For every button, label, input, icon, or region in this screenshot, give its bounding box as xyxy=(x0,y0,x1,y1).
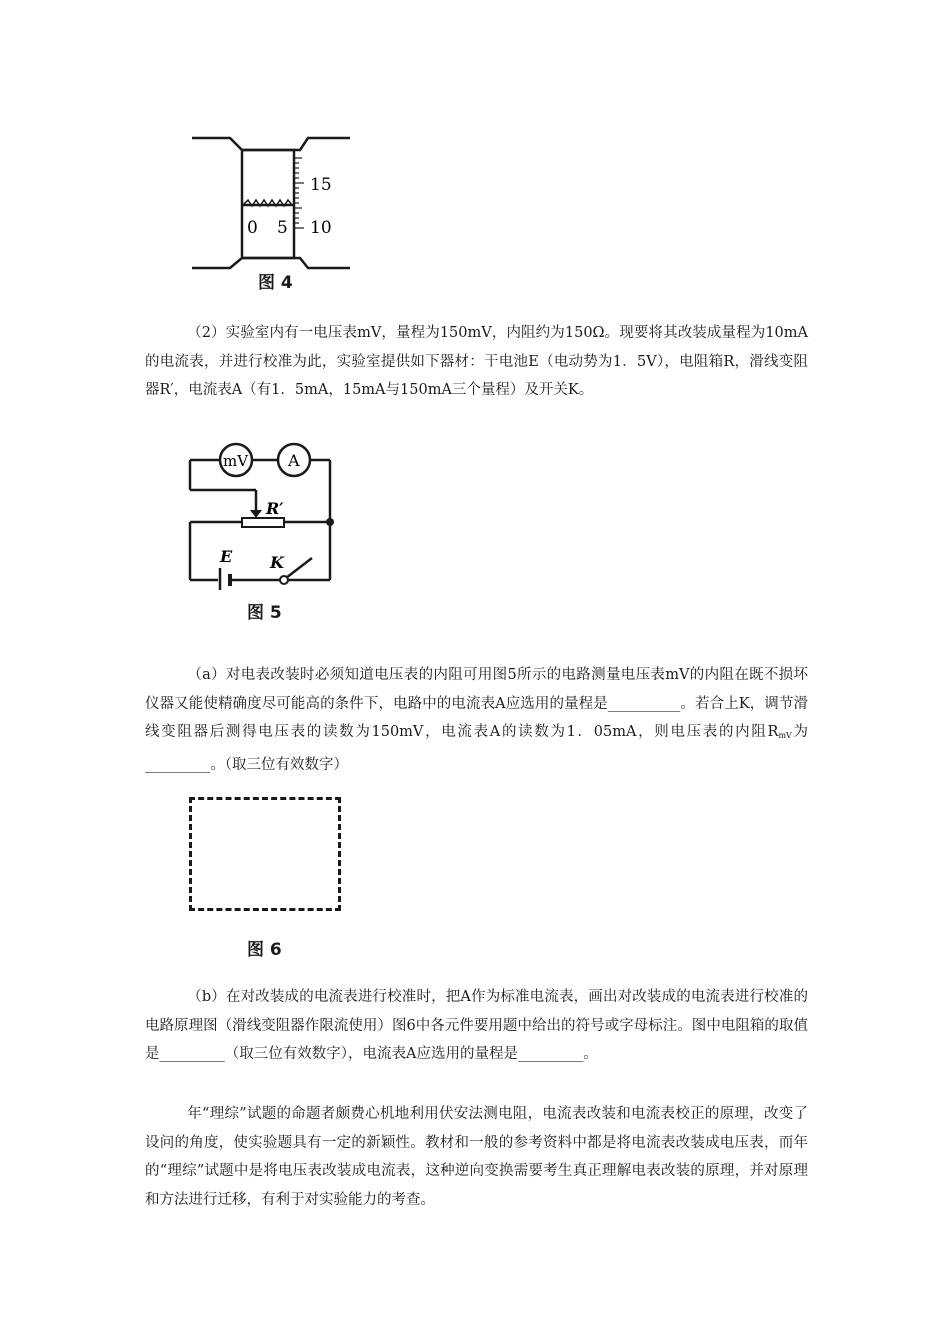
figure-5 xyxy=(180,440,350,590)
paragraph-part-2-text: （2）实验室内有一电压表mV，量程为150mV，内阻约为150Ω。现要将其改装成量程为10mA的电流表，并进行校准为此，实验室提供如下器材：干电池E（电动势为1．5V），电阻箱R，滑线变阻器R′，电流表A（有1．5mA，15mA与150mA三个量程）及开关K。 xyxy=(145,325,808,398)
paragraph-part-b xyxy=(145,983,808,1069)
millivoltmeter-label: mV xyxy=(223,452,249,470)
figure-4-caption: 图 4 xyxy=(258,273,293,293)
paragraph-part-a xyxy=(145,661,808,779)
rheostat-label: R′ xyxy=(266,499,284,518)
resistance-subscript: mV xyxy=(778,731,792,740)
circuit-diagram xyxy=(180,440,350,590)
figure-6-caption: 图 6 xyxy=(247,940,282,960)
main-scale-label-15: 15 xyxy=(310,175,332,195)
switch-label: K xyxy=(270,553,284,572)
figure-6-dashed-box xyxy=(189,797,341,911)
main-scale-label-10: 10 xyxy=(310,218,332,238)
battery-label: E xyxy=(220,547,233,566)
paragraph-part-b-text: （b）在对改装成的电流表进行校准时，把A作为标准电流表，画出对改装成的电流表进行校准的电路原理图（滑线变阻器作限流使用）图6中各元件要用题中给出的符号或字母标注。图中电阻箱的取值是_________（取三位有效数字），电流表A应选用的量程是_________。 xyxy=(145,989,808,1062)
vernier-label-5: 5 xyxy=(277,218,288,238)
paragraph-part-a-text: （a）对电表改装时必须知道电压表的内阻可用图5所示的电路测量电压表mV的内阻在既不损坏仪器又能使精确度尽可能高的条件下，电路中的电流表A应选用的量程是__________。若合上K，调节滑线变阻器后测得电压表的读数为150mV，电流表A的读数为1．05mA，则电压表的内阻R xyxy=(145,667,808,740)
paragraph-part-2 xyxy=(145,319,808,405)
ammeter-label: A xyxy=(288,451,300,470)
paragraph-part-a-tail: 为_________。（取三位有效数字） xyxy=(145,724,809,773)
commentary-paragraph-text: 年“理综”试题的命题者颇费心机地利用伏安法测电阻，电流表改装和电流表校正的原理，改变了设问的角度，使实验题具有一定的新颖性。教材和一般的参考资料中都是将电流表改装成电压表，而年的“理综”试题中是将电压表改装成电流表，这种逆向变换需要考生真正理解电表改装的原理，并对原理和方法进行迁移，有利于对实验能力的考查。 xyxy=(145,1106,808,1208)
commentary-paragraph xyxy=(145,1100,808,1214)
vernier-label-0: 0 xyxy=(247,218,258,238)
figure-5-caption: 图 5 xyxy=(247,603,282,623)
